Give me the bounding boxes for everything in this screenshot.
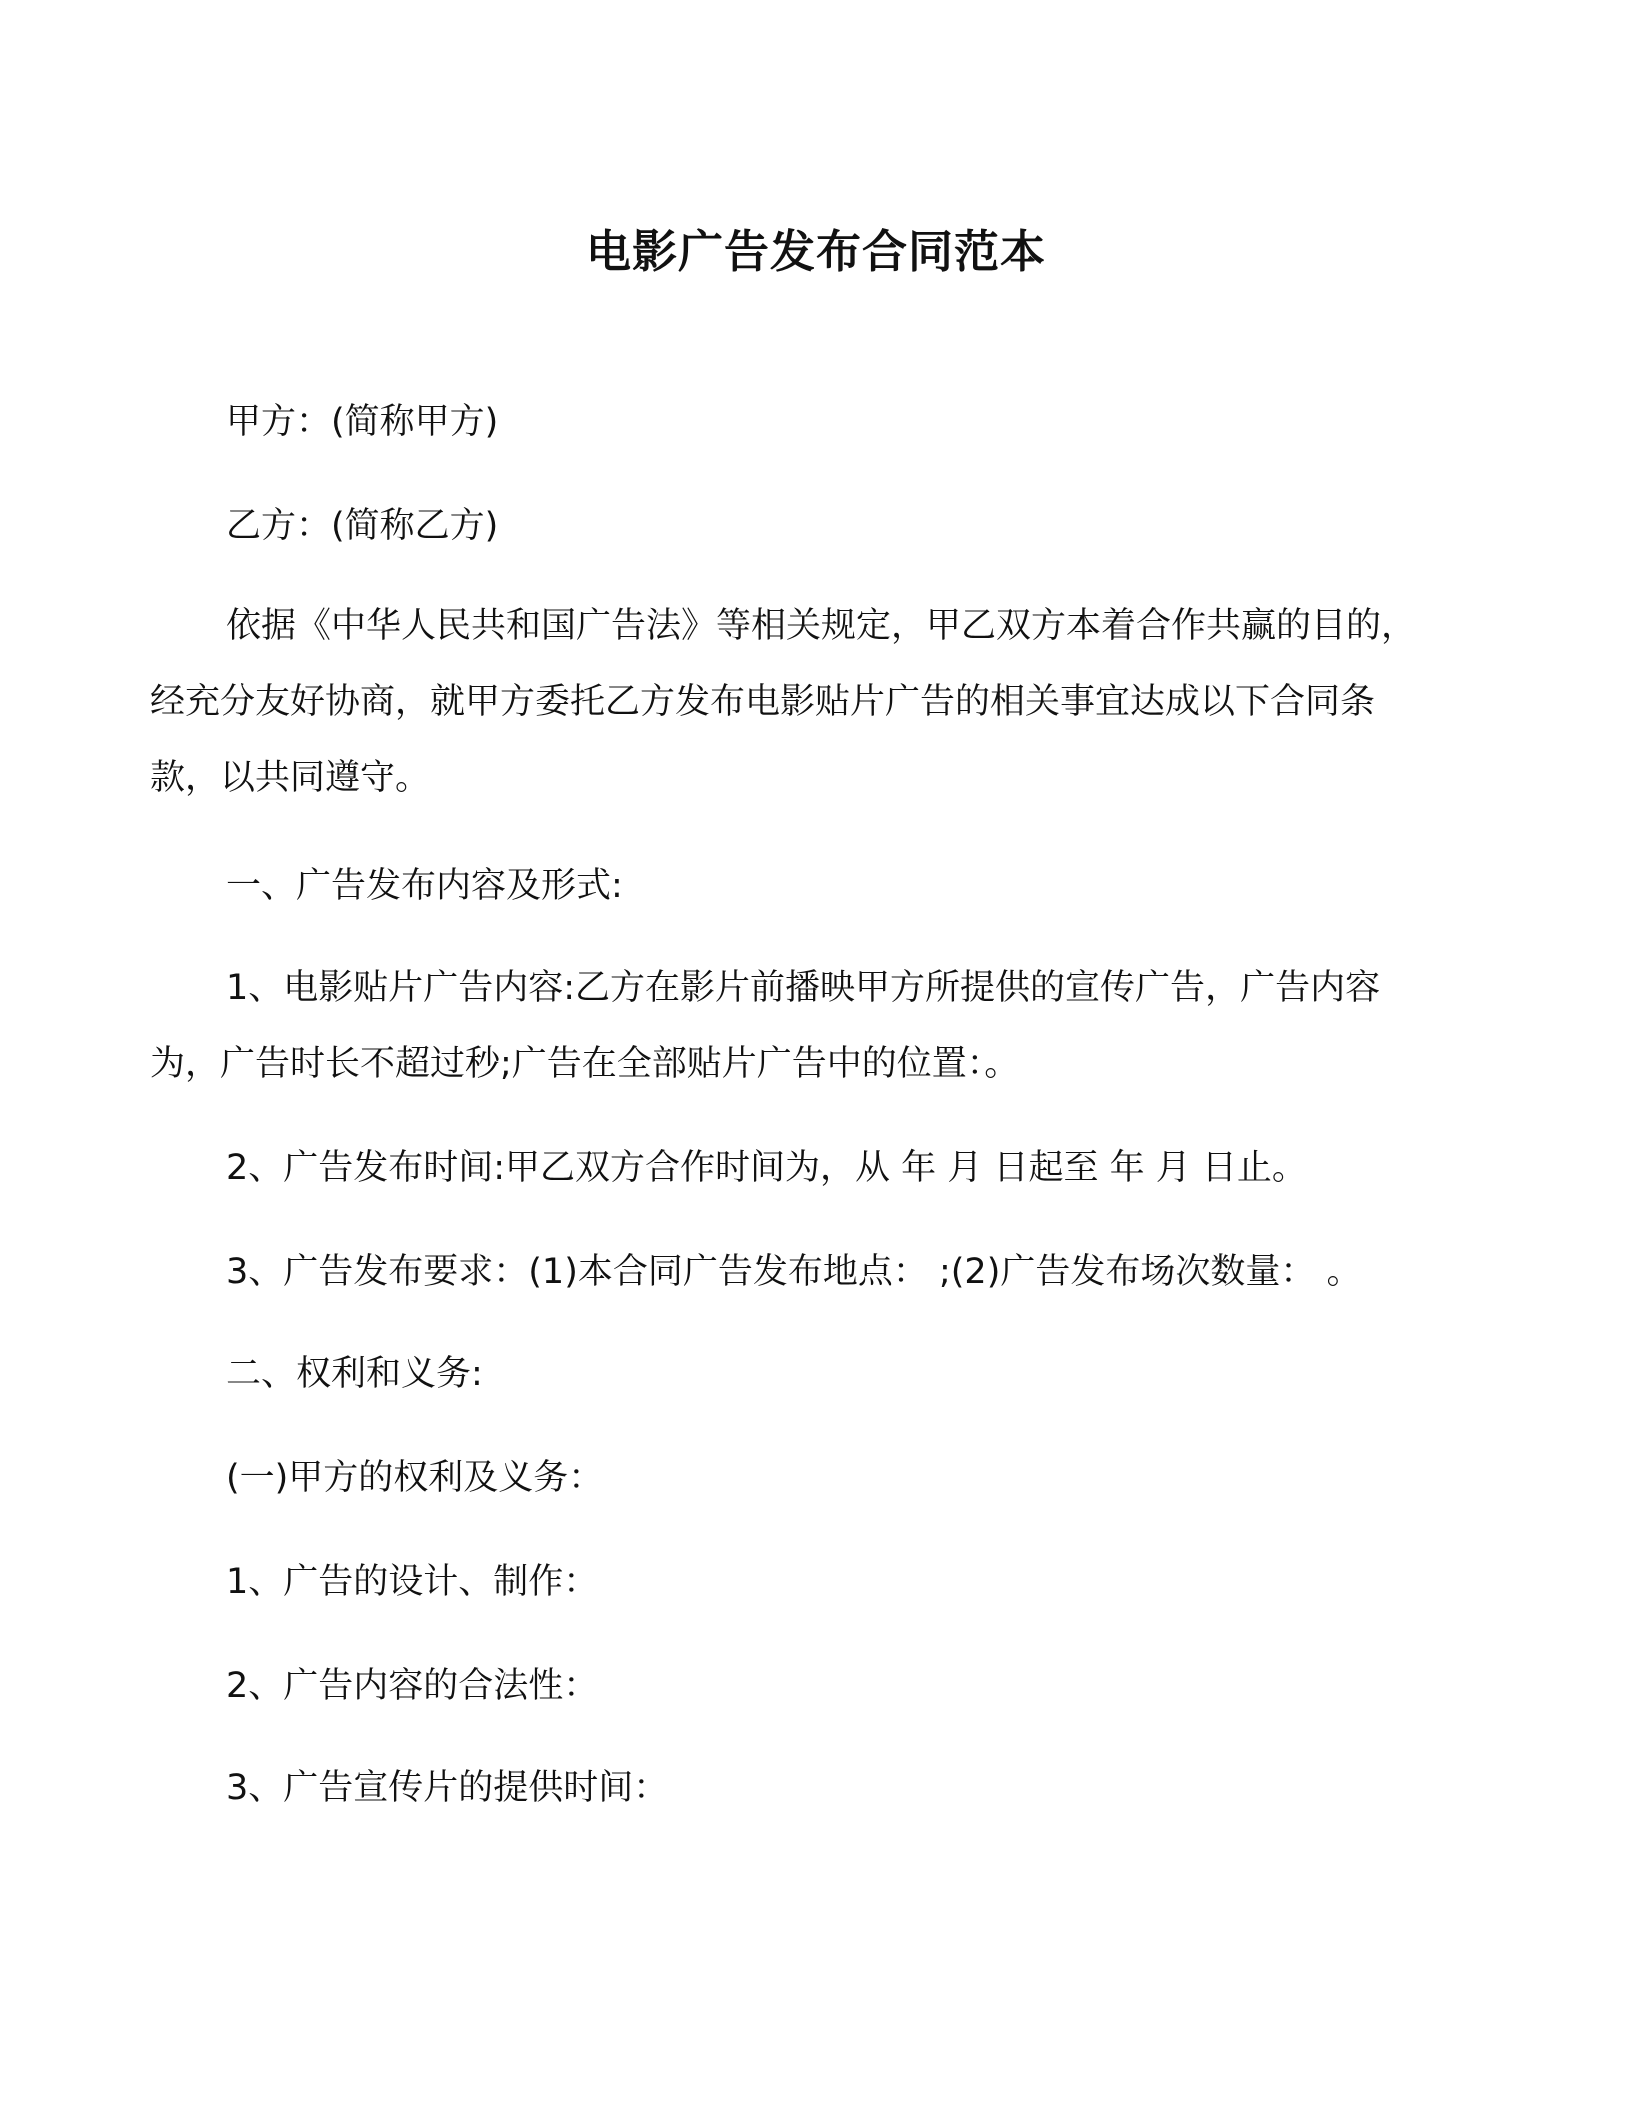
intro-line-3: 款，以共同遵守。 xyxy=(150,758,431,798)
intro-line-2: 经充分友好协商，就甲方委托乙方发布电影贴片广告的相关事宜达成以下合同条 xyxy=(150,682,1376,722)
intro-line-1: 依据《中华人民共和国广告法》等相关规定，甲乙双方本着合作共赢的目的， xyxy=(226,606,1417,646)
party-b-line: 乙方：(简称乙方) xyxy=(226,506,499,546)
document-title: 电影广告发布合同范本 xyxy=(585,225,1046,278)
a-item-1-line: 1、广告的设计、制作： xyxy=(226,1562,599,1602)
intro-paragraph xyxy=(150,600,1490,804)
subsection-a-heading: (一)甲方的权利及义务： xyxy=(226,1458,604,1498)
party-a-line: 甲方：(简称甲方) xyxy=(226,402,499,442)
a-item-2-line: 2、广告内容的合法性： xyxy=(226,1666,599,1706)
section-2-heading: 二、权利和义务: xyxy=(226,1354,483,1394)
item-1-line-1: 1、电影贴片广告内容:乙方在影片前播映甲方所提供的宣传广告，广告内容 xyxy=(226,968,1381,1008)
item-2-line: 2、广告发布时间:甲乙双方合作时间为，从 年 月 日起至 年 月 日止。 xyxy=(226,1148,1307,1188)
item-1-paragraph xyxy=(150,962,1490,1090)
item-3-line: 3、广告发布要求：(1)本合同广告发布地点： ;(2)广告发布场次数量： 。 xyxy=(226,1252,1362,1292)
section-1-heading: 一、广告发布内容及形式: xyxy=(226,866,623,906)
a-item-3-line: 3、广告宣传片的提供时间： xyxy=(226,1768,669,1808)
item-1-line-2: 为，广告时长不超过秒;广告在全部贴片广告中的位置：。 xyxy=(150,1044,1020,1084)
